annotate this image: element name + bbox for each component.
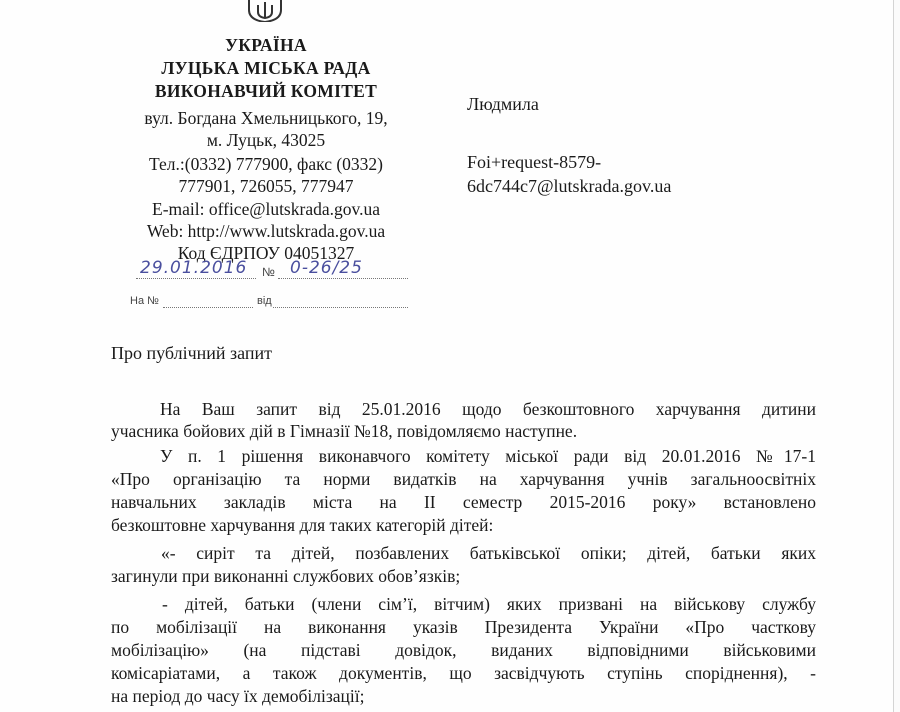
letterhead-web: Web: http://www.lutskrada.gov.ua xyxy=(146,221,386,241)
letterhead-address-line2: м. Луцьк, 43025 xyxy=(206,130,326,150)
letterhead-council: ЛУЦЬКА МІСЬКА РАДА xyxy=(161,58,371,78)
on-number-underline xyxy=(163,307,253,308)
body-line: безкоштовне харчування для таких категорій дітей: xyxy=(111,515,494,535)
recipient-email-line1: Foi+request-8579- xyxy=(467,152,602,172)
from-underline xyxy=(273,307,408,308)
body-line: комісаріатами, а також документів, що засвідчують ступінь споріднення), - xyxy=(111,663,816,683)
body-line: - дітей, батьки (члени сім’ї, вітчим) яких призвані на військову службу xyxy=(162,594,816,614)
coat-of-arms-icon xyxy=(241,0,289,22)
number-underline xyxy=(278,278,408,279)
body-line: навчальних закладів міста на ІІ семестр 2015-2016 року» встановлено xyxy=(111,492,816,512)
body-line: на період до часу їх демобілізації; xyxy=(111,686,365,706)
body-line: На Ваш запит від 25.01.2016 щодо безкоштовного харчування дитини xyxy=(160,399,816,419)
body-line: мобілізацію» (на підставі довідок, виданих відповідними військовими xyxy=(111,640,816,660)
recipient-email-line2: 6dc744c7@lutskrada.gov.ua xyxy=(467,176,672,196)
body-line: «- сиріт та дітей, позбавлених батьківської опіки; дітей, батьки яких xyxy=(161,543,816,563)
letterhead-address-line1: вул. Богдана Хмельницького, 19, xyxy=(144,108,388,128)
letter-subject: Про публічний запит xyxy=(111,343,273,363)
letterhead-edrpou: Код ЄДРПОУ 04051327 xyxy=(177,243,355,263)
body-line: «Про організацію та норми видатків на харчування учнів загальноосвітніх xyxy=(111,469,816,489)
letterhead-email: E-mail: office@lutskrada.gov.ua xyxy=(152,199,380,219)
letterhead-committee: ВИКОНАВЧИЙ КОМІТЕТ xyxy=(154,81,378,101)
letterhead-phone-line2: 777901, 726055, 777947 xyxy=(178,176,354,196)
handwritten-date: 29.01.2016 xyxy=(140,258,248,278)
recipient-name: Людмила xyxy=(467,94,539,114)
number-label: № xyxy=(262,265,275,279)
handwritten-number: 0-26/25 xyxy=(290,258,363,278)
body-line: учасника бойових дій в Гімназії №18, повідомляємо наступне. xyxy=(111,421,578,441)
letterhead-country: УКРАЇНА xyxy=(225,35,307,55)
letterhead-phone-line1: Тел.:(0332) 777900, факс (0332) xyxy=(148,154,383,174)
body-line: по мобілізації на виконання указів Президента України «Про часткову xyxy=(111,617,816,637)
date-underline xyxy=(136,278,256,279)
body-line: загинули при виконанні службових обов’язків; xyxy=(111,566,461,586)
from-label: від xyxy=(257,295,272,307)
on-number-label: На № xyxy=(130,295,159,307)
body-line: У п. 1 рішення виконавчого комітету міської ради від 20.01.2016 №17-1 xyxy=(160,446,816,466)
